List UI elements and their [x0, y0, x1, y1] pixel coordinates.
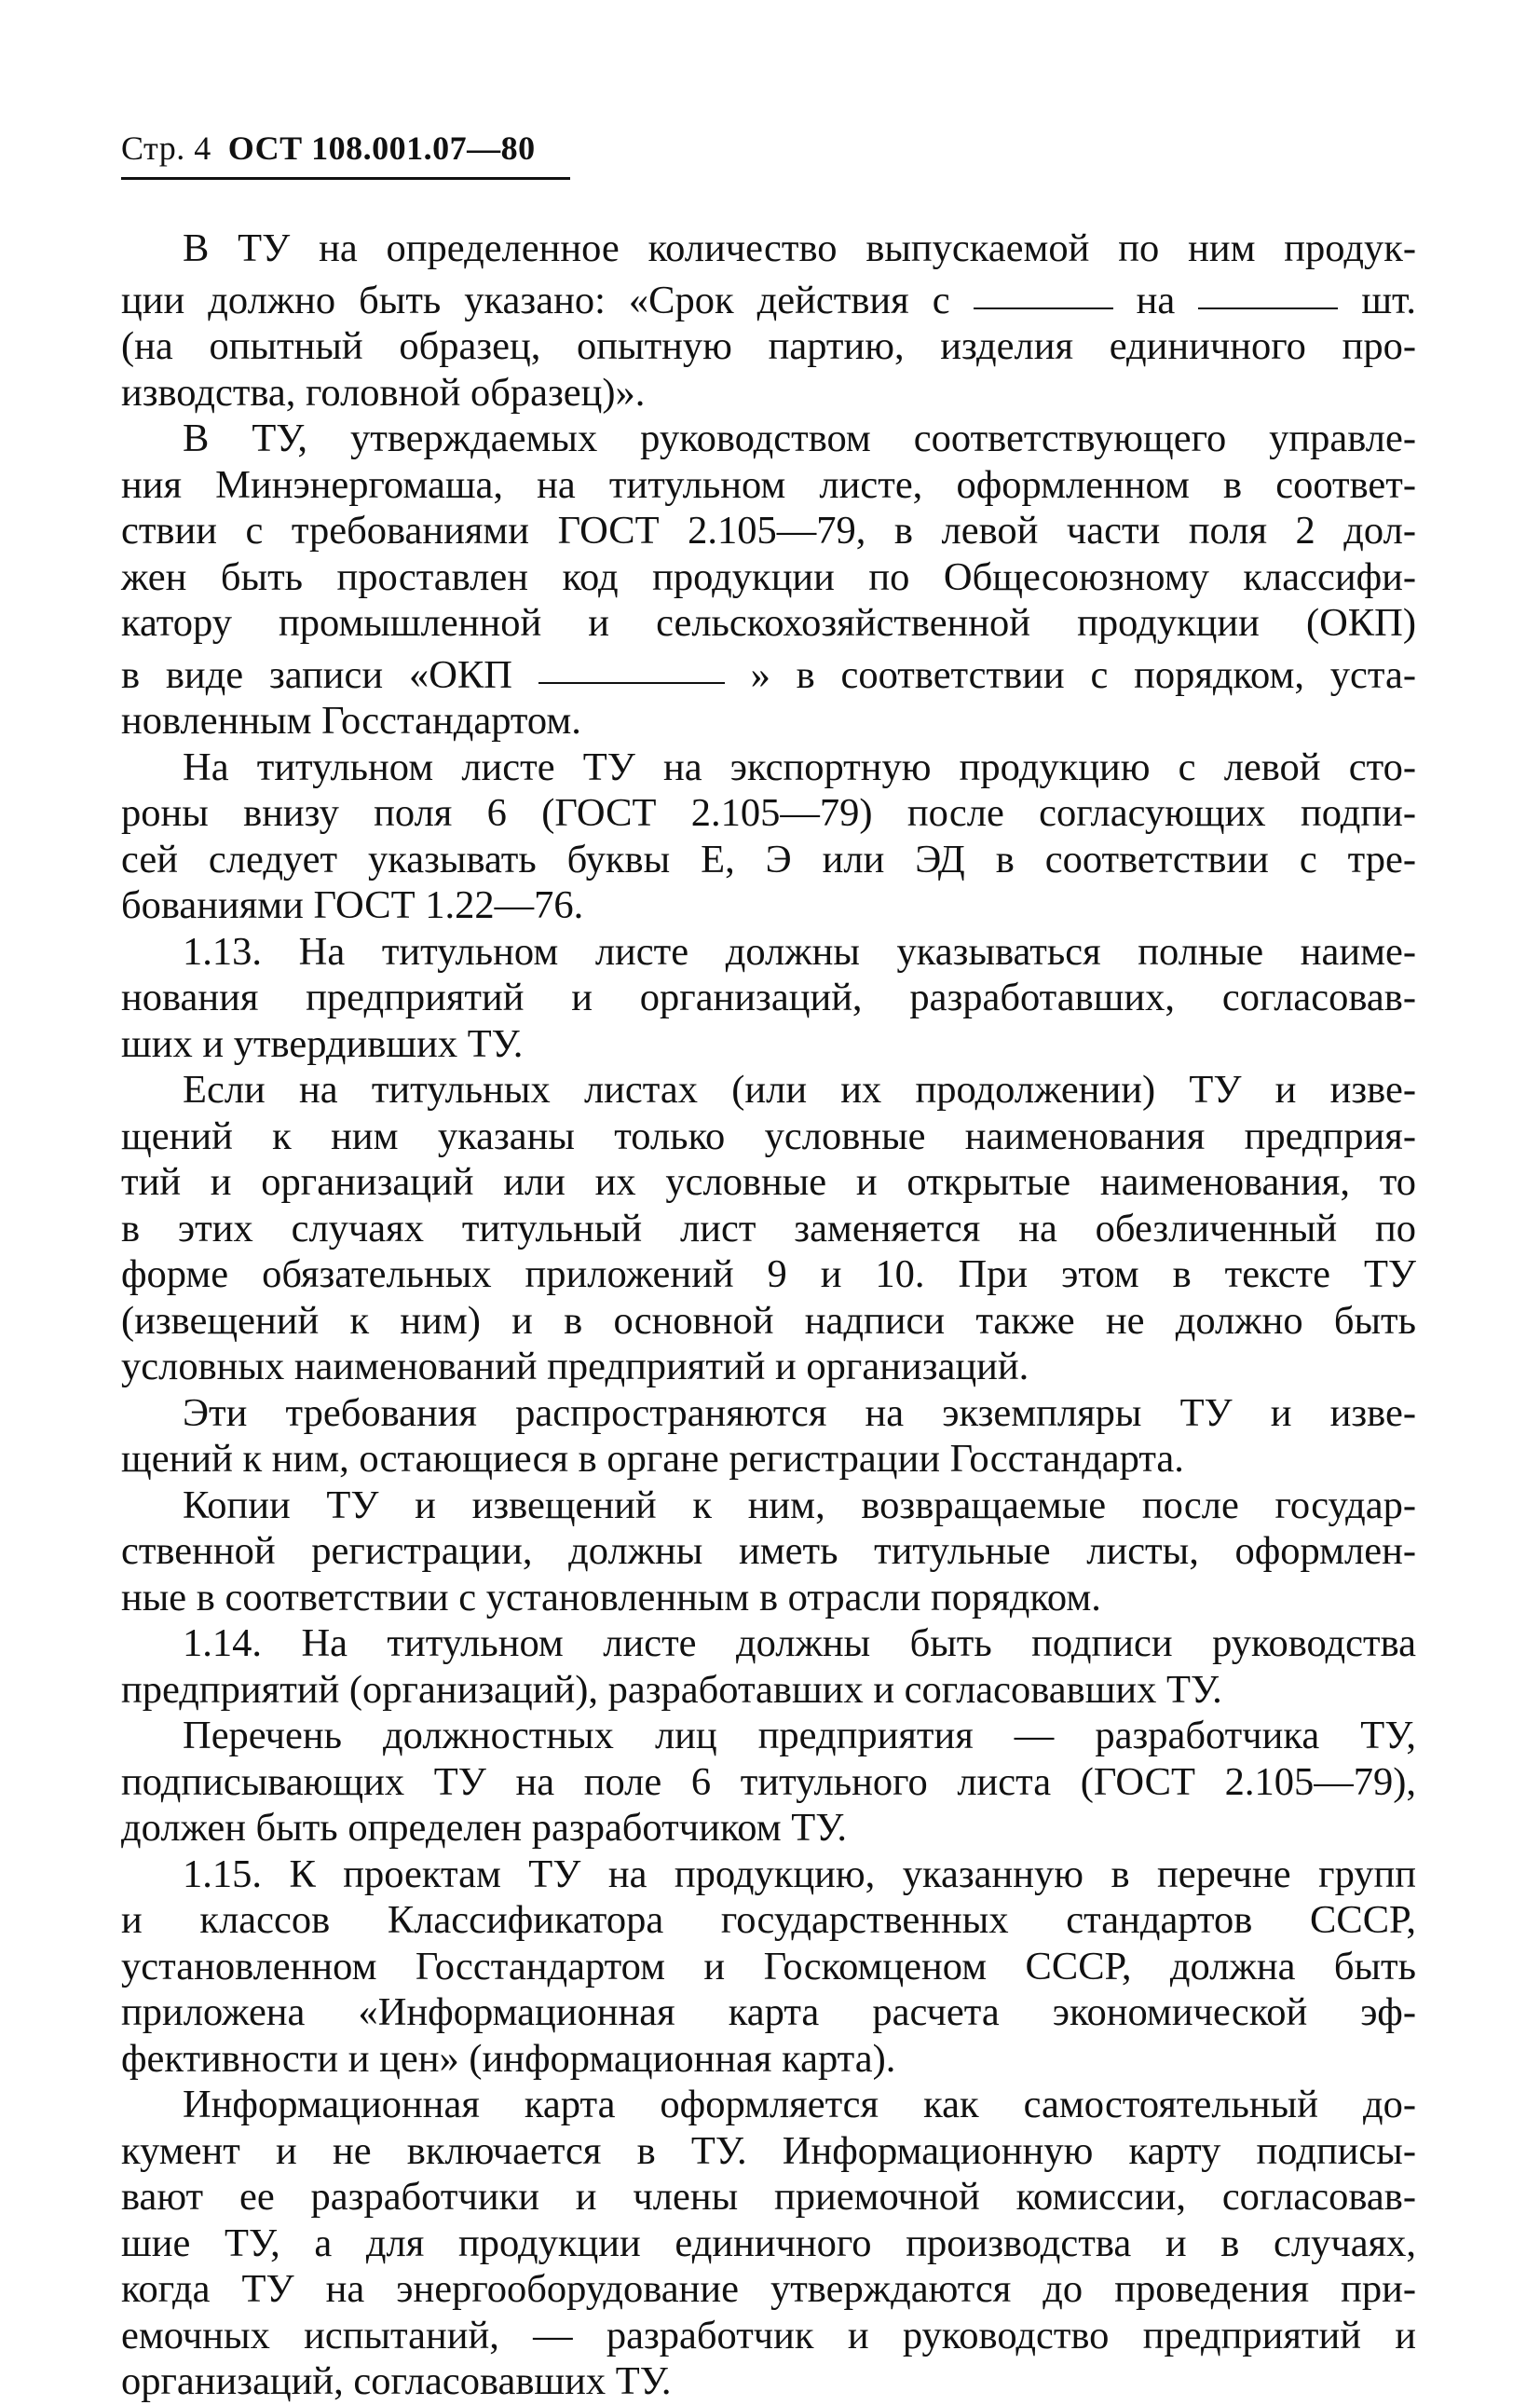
p1-line-3: (на опытный образец, опытную партию, изделия единичного про-	[121, 324, 1416, 368]
p1-line-2-a: ции должно быть указано: «Срок действия с	[121, 278, 950, 322]
p1-line-1: В ТУ на определенное количество выпускаемой по ним продук-	[183, 226, 1416, 270]
p11-line-6: емочных испытаний, — разработчик и руководство предприятий и	[121, 2313, 1416, 2357]
p2-line-5: катору промышленной и сельскохозяйственной продукции (ОКП)	[121, 601, 1416, 645]
p3-line-3: сей следует указывать буквы Е, Э или ЭД в соответствии с тре-	[121, 837, 1416, 881]
p4-line-3: ших и утвердивших ТУ.	[121, 1021, 524, 1066]
p2-line-4: жен быть проставлен код продукции по Общесоюзному классифи-	[121, 554, 1416, 599]
p11-line-1: Информационная карта оформляется как самостоятельный до-	[183, 2083, 1416, 2126]
p5-line-4: в этих случаях титульный лист заменяется на обезличенный по	[121, 1206, 1416, 1250]
p7-line-3: ные в соответствии с установленным в отрасли порядком.	[121, 1575, 1101, 1619]
p9-line-1: Перечень должностных лиц предприятия — разработчика ТУ,	[183, 1714, 1416, 1757]
p5-line-5: форме обязательных приложений 9 и 10. При этом в тексте ТУ	[121, 1252, 1416, 1296]
p10-line-4: приложена «Информационная карта расчета экономической эф-	[121, 1990, 1416, 2034]
page-number: Стр. 4	[121, 130, 211, 167]
p1-line-2-b: на	[1136, 278, 1176, 322]
p1-line-4: изводства, головной образец)».	[121, 370, 646, 415]
p5-line-2: щений к ним указаны только условные наименования предприя-	[121, 1114, 1416, 1158]
p10-line-3: установленном Госстандартом и Госкомценом СССР, должна быть	[121, 1944, 1416, 1988]
p9-line-2: подписывающих ТУ на поле 6 титульного листа (ГОСТ 2.105—79),	[121, 1759, 1416, 1804]
p3-line-1: На титульном листе ТУ на экспортную продукцию с левой сто-	[183, 745, 1416, 789]
p10-line-1: 1.15. К проектам ТУ на продукцию, указанную в перечне групп	[183, 1852, 1416, 1896]
p10-line-5: фективности и цен» (информационная карта).	[121, 2036, 896, 2081]
p11-line-5: когда ТУ на энергооборудование утверждаются до проведения при-	[121, 2267, 1416, 2311]
fill-blank-quantity	[1198, 307, 1338, 309]
p7-line-2: ственной регистрации, должны иметь титульные листы, оформлен-	[121, 1529, 1416, 1573]
fill-blank-okp	[538, 682, 725, 684]
p11-line-7: организаций, согласовавших ТУ.	[121, 2359, 672, 2403]
p4-line-2: нования предприятий и организаций, разработавших, согласовав-	[121, 976, 1416, 1019]
p1-line-2-c: шт.	[1361, 278, 1417, 322]
p10-line-2: и классов Классификатора государственных стандартов СССР,	[121, 1898, 1416, 1942]
p8-line-2: предприятий (организаций), разработавших и согласовавших ТУ.	[121, 1667, 1222, 1712]
p5-line-3: тий и организаций или их условные и открытые наименования, то	[121, 1160, 1416, 1204]
p7-line-1: Копии ТУ и извещений к ним, возвращаемые после государ-	[183, 1483, 1416, 1527]
p2-line-6-a: в виде записи «ОКП	[121, 652, 512, 697]
p6-line-2: щений к ним, остающиеся в органе регистрации Госстандарта.	[121, 1437, 1184, 1481]
p11-line-2: кумент и не включается в ТУ. Информационную карту подписы-	[121, 2128, 1416, 2173]
p3-line-2: роны внизу поля 6 (ГОСТ 2.105—79) после согласующих подпи-	[121, 791, 1416, 835]
p1-line-2	[121, 278, 1416, 324]
document-body	[121, 225, 1416, 2405]
p11-line-3: вают ее разработчики и члены приемочной комиссии, согласовав-	[121, 2175, 1416, 2219]
p2-line-3: ствии с требованиями ГОСТ 2.105—79, в левой части поля 2 дол-	[121, 509, 1416, 553]
p2-line-1: В ТУ, утверждаемых руководством соответствующего управле-	[183, 417, 1416, 460]
p6-line-1: Эти требования распространяются на экземпляры ТУ и изве-	[183, 1390, 1416, 1435]
p2-line-7: новленным Госстандартом.	[121, 699, 581, 743]
p8-line-1: 1.14. На титульном листе должны быть подписи руководства	[183, 1621, 1416, 1665]
p3-line-4: бованиями ГОСТ 1.22—76.	[121, 883, 584, 927]
p5-line-7: условных наименований предприятий и организаций.	[121, 1345, 1029, 1388]
p2-line-6	[121, 652, 1416, 699]
p2-line-2: ния Минэнергомаша, на титульном листе, оформленном в соответ-	[121, 462, 1416, 507]
p11-line-4: шие ТУ, а для продукции единичного производства и в случаях,	[121, 2221, 1416, 2265]
p4-line-1: 1.13. На титульном листе должны указываться полные наиме-	[183, 929, 1416, 974]
p5-line-1: Если на титульных листах (или их продолжении) ТУ и изве-	[183, 1068, 1416, 1112]
p5-line-6: (извещений к ним) и в основной надписи также не должно быть	[121, 1298, 1416, 1343]
standard-code: ОСТ 108.001.07—80	[227, 130, 536, 167]
fill-blank-date	[974, 307, 1113, 309]
p2-line-6-b: » в соответствии с порядком, уста-	[750, 652, 1417, 697]
page-header	[121, 129, 570, 180]
p9-line-3: должен быть определен разработчиком ТУ.	[121, 1806, 848, 1850]
